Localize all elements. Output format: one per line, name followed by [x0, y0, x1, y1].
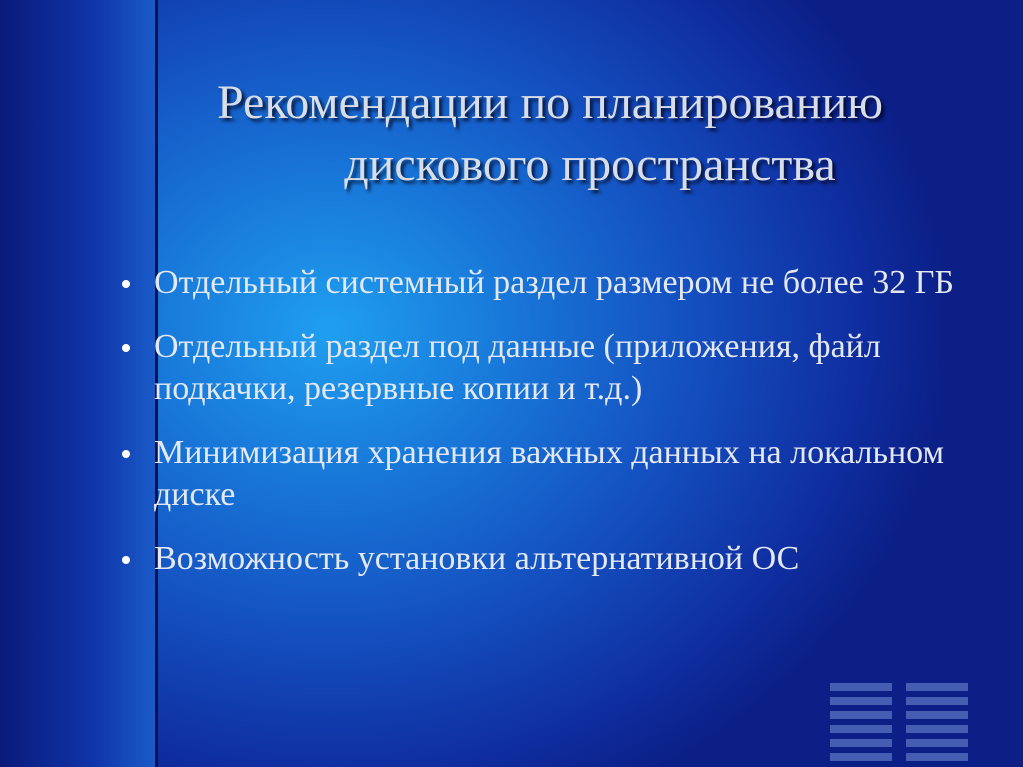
decorative-stripe [906, 725, 968, 733]
bullet-text: Отдельный раздел под данные (приложения, файл подкачки, резервные копии и т.д.) [154, 328, 881, 407]
bullet-dot-icon [122, 344, 130, 352]
bullet-item [116, 432, 956, 516]
slide-title [150, 72, 970, 196]
decorative-stripe [906, 753, 968, 761]
bullet-dot-icon [122, 556, 130, 564]
slide-title-line-2: дискового пространства [344, 138, 836, 191]
decorative-stripes-icon [830, 683, 970, 767]
bullet-text: Отдельный системный раздел размером не более 32 ГБ [154, 264, 954, 301]
decorative-stripe [906, 711, 968, 719]
decorative-stripe [830, 683, 892, 691]
decorative-stripe [830, 697, 892, 705]
bullet-dot-icon [122, 280, 130, 288]
bullet-text: Возможность установки альтернативной ОС [154, 540, 800, 577]
slide-title-line-1: Рекомендации по планированию [216, 76, 884, 129]
decorative-stripe [830, 739, 892, 747]
bullet-list [116, 262, 956, 602]
bullet-dot-icon [122, 450, 130, 458]
decorative-stripe [830, 725, 892, 733]
decorative-stripe [906, 697, 968, 705]
decorative-stripe [830, 711, 892, 719]
bullet-item [116, 262, 956, 304]
decorative-stripe [906, 683, 968, 691]
bullet-item [116, 326, 956, 410]
bullet-item [116, 538, 956, 580]
decorative-stripe [906, 739, 968, 747]
bullet-text: Минимизация хранения важных данных на локальном диске [154, 434, 945, 513]
decorative-stripe [830, 753, 892, 761]
